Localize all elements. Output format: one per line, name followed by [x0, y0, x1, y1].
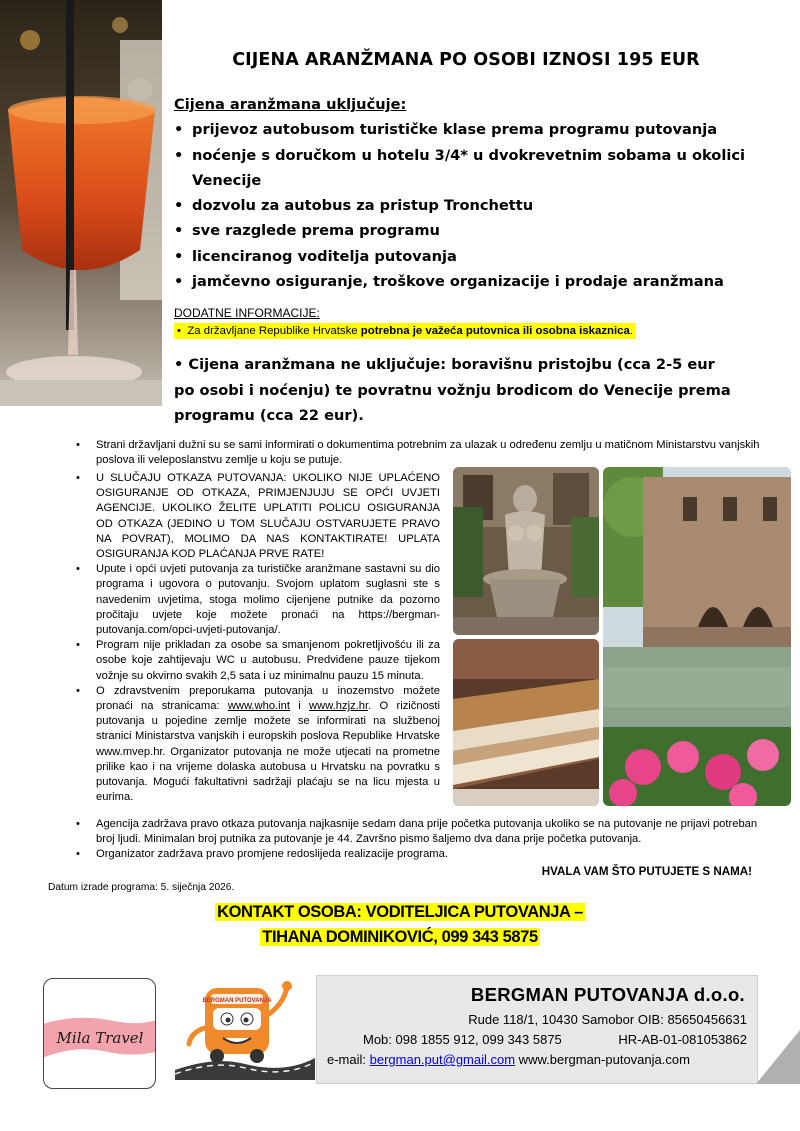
contact-line-1: KONTAKT OSOBA: VODITELJICA PUTOVANJA – [217, 903, 583, 921]
passport-note-end: . [629, 325, 634, 337]
passport-note: • Za državljane Republike Hrvatske potrebna je važeća putovnica ili osobna iskaznica. [174, 323, 636, 339]
note-agency-cancellation: • Agencija zadržava pravo otkaza putovanja najkasnije sedam dana prije početka putovanja ukoliko se na putovanje ne prijavi potreban broj ljudi. Minimalan broj putnika za putovanje je 44. Završno pismo šaljemo dva dana prije početka putovanja. [70, 817, 760, 847]
company-license-code: HR-AB-01-081053862 [618, 1032, 747, 1047]
price-includes-heading: Cijena aranžmana uključuje: [174, 96, 407, 113]
company-address: Rude 118/1, 10430 Samobor OIB: 85650456631 [468, 1012, 747, 1027]
hzjz-link[interactable]: www.hzjz.hr [309, 700, 369, 713]
company-contact-line [327, 1052, 690, 1067]
includes-item: • jamčevno osiguranje, troškove organizacije i prodaje aranžmana [174, 269, 754, 294]
includes-item: • dozvolu za autobus za pristup Tronchettu [174, 193, 754, 218]
mila-travel-logo-text: Mila Travel [56, 1029, 144, 1047]
company-name: BERGMAN PUTOVANJA d.o.o. [470, 984, 745, 1005]
includes-item: • licenciranog voditelja putovanja [174, 244, 754, 269]
note-terms: • Upute i opći uvjeti putovanja za turističke aranžmane sastavni su dio programa i ugovora o putovanju. Svojom uplatom suglasni ste s navedenim uvjetima, stoga molimo cijenjene putnike da pozorno pročitaju uvjete koje možete pronaći na https://bergman-putovanja.com/opci-uvjeti-putovanja/. [70, 562, 440, 638]
notes-list-bottom [70, 817, 760, 863]
health-text: O zdravstvenim preporukama putovanja u inozemstvo možete pronaći na stranicama: [96, 684, 440, 713]
website-link[interactable]: www.bergman-putovanja.com [515, 1052, 690, 1067]
email-label: e-mail: [327, 1052, 370, 1067]
health-text: . O rizičnosti putovanja u pojedine zemlje možete se informirati na službenoj stranici Ministarstva vanjskih i europskih poslova Republike Hrvatske www.mvep.hr. Organizator putovanja ne može utjecati na prometne prilike kao i na vrijeme dolaska autobusa u Hrvatsku na povratku s putovanja. Mogući fakultativni sadržaji plaćaju se na licu mjesta u eurima. [96, 700, 440, 804]
who-link[interactable]: www.who.int [227, 700, 290, 713]
canal-photo [603, 467, 791, 806]
contact-line-2: TIHANA DOMINIKOVIĆ, 099 343 5875 [262, 928, 538, 946]
tiramisu-photo [453, 639, 599, 806]
passport-note-bold: potrebna je važeća putovnica ili osobna iskaznica [360, 325, 630, 337]
note-health [70, 684, 440, 806]
aperitif-photo [0, 0, 162, 406]
bergman-bus-graphic [175, 978, 315, 1080]
includes-item: • noćenje s doručkom u hotelu 3/4* u dvokrevetnim sobama u okolici Venecije [174, 143, 754, 194]
bergman-logo-text: BERGMAN PUTOVANJA [202, 998, 272, 1004]
program-date: Datum izrade programa: 5. siječnja 2026. [48, 882, 235, 893]
passport-note-text: Za državljane Republike Hrvatske [187, 325, 361, 337]
thanks-text: HVALA VAM ŠTO PUTUJETE S NAMA! [541, 865, 752, 878]
includes-item: • prijevoz autobusom turističke klase prema programu putovanja [174, 117, 754, 142]
bergman-bus-logo [175, 978, 315, 1080]
company-info-box [316, 975, 758, 1084]
extra-info-heading: DODATNE INFORMACIJE: [174, 306, 320, 320]
footer-corner-shape [756, 1030, 800, 1084]
company-phone: Mob: 098 1855 912, 099 343 5875 [363, 1032, 562, 1047]
mila-travel-logo [43, 978, 156, 1089]
page-title: CIJENA ARANŽMANA PO OSOBI IZNOSI 195 EUR [232, 50, 700, 70]
statue-fountain-photo [453, 467, 599, 635]
price-includes-section [174, 92, 754, 294]
extra-info-section [174, 306, 754, 339]
health-text: i [290, 700, 310, 713]
notes-list-column [70, 471, 440, 805]
note-organizer: • Organizator zadržava pravo promjene redoslijeda realizacije programa. [70, 847, 760, 862]
contact-person [0, 900, 800, 950]
price-excludes-text: • Cijena aranžmana ne uključuje: boravišnu pristojbu (cca 2-5 eur po osobi i noćenju) te povratnu vožnju brodicom do Venecije prema programu (cca 22 eur). [174, 356, 731, 424]
email-link[interactable]: bergman.put@gmail.com [369, 1052, 516, 1067]
includes-item: • sve razglede prema programu [174, 218, 754, 243]
mila-travel-logo-graphic [44, 979, 156, 1089]
note-foreign-citizens: • Strani državljani dužni su se sami informirati o dokumentima potrebnim za ulazak u određenu zemlju u matičnom Ministarstvu vanjskih poslova ili veleposlanstvu zemlje u koju se putuje. [70, 438, 760, 468]
notes-list-top [70, 438, 760, 468]
note-cancellation: • U SLUČAJU OTKAZA PUTOVANJA: UKOLIKO NIJE UPLAĆENO OSIGURANJE OD OTKAZA, PRIMJENJUJU SE OPĆI UVJETI AGENCIJE. UKOLIKO ŽELITE UPLATITI POLICU OSIGURANJA OD OTKAZA (JEDINO U TOM SLUČAJU OSTVARUJETE PRAVO NA POVRAT), MOLIMO DA NAS KONTAKTIRATE! UPLATA OSIGURANJA KOD PLAĆANJA PRVE RATE! [70, 471, 440, 562]
note-mobility: • Program nije prikladan za osobe sa smanjenom pokretljivošću ili za osobe koje zahtijevaju WC u autobusu. Predviđene pauze tijekom vožnje su okvirno svakih 2,5 sata i uz minimalnu pauzu 15 minuta. [70, 638, 440, 684]
